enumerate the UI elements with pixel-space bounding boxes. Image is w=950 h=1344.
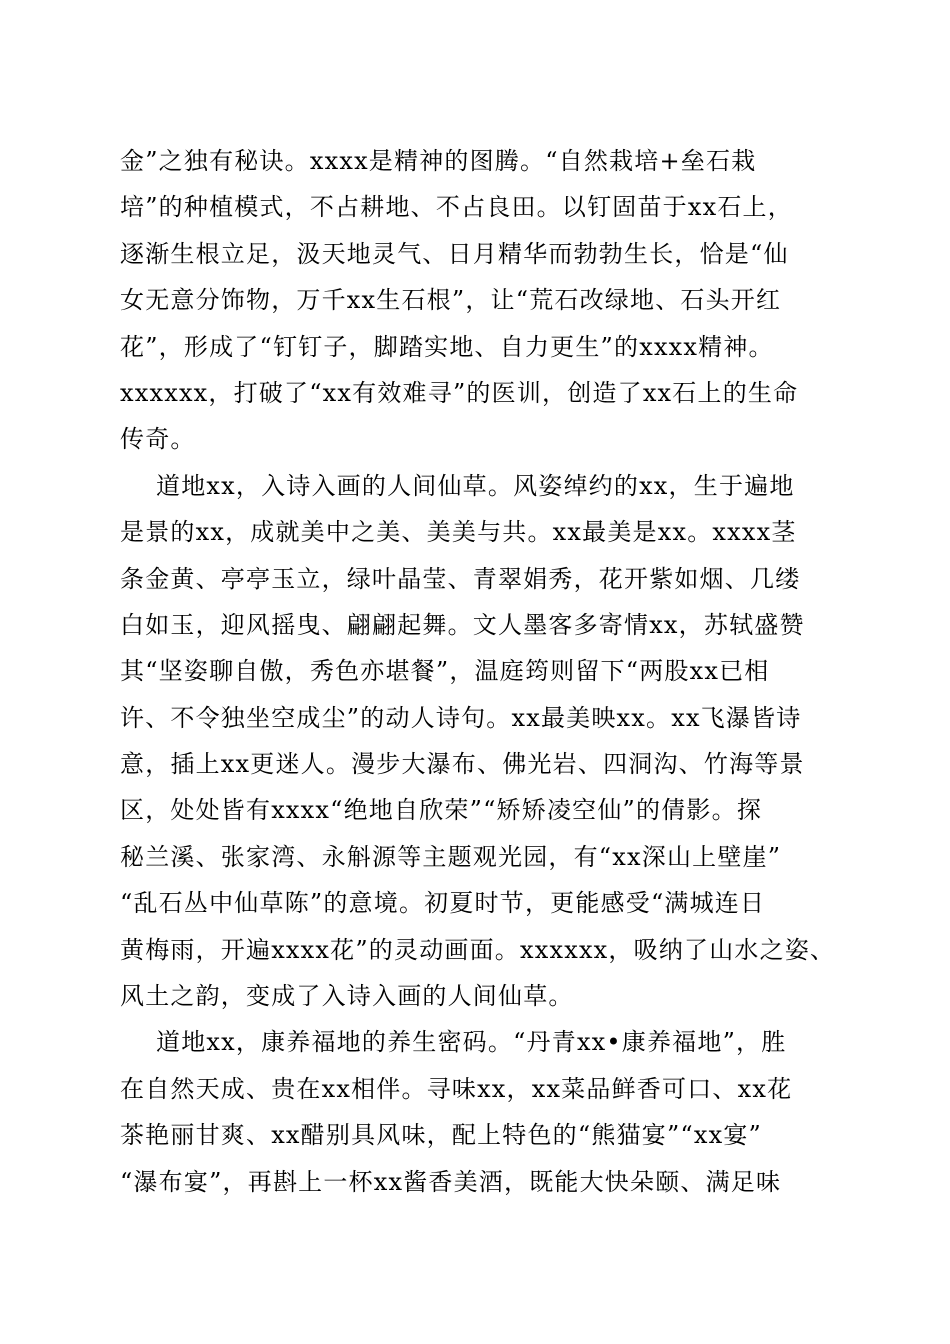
text-line: 培”的种植模式，不占耕地、不占良田。以钉固苗于xx石上， (120, 193, 793, 222)
text-line: 在自然天成、贵在xx相伴。寻味xx，xx菜品鲜香可口、xx花 (120, 1074, 793, 1103)
text-line: 黄梅雨，开遍xxxx花”的灵动画面。xxxxxx，吸纳了山水之姿、 (120, 935, 836, 964)
paragraph-3 (120, 1019, 832, 1205)
document-body (120, 138, 836, 1205)
text-line: 花”，形成了“钉钉子，脚踏实地、自力更生”的xxxx精神。 (120, 332, 774, 361)
text-line: 金”之独有秘诀。xxxx是精神的图腾。“自然栽培+垒石栽 (120, 147, 757, 175)
text-line: 白如玉，迎风摇曳、翩翩起舞。文人墨客多寄情xx，苏轼盛赞 (120, 610, 805, 639)
text-line: 逐渐生根立足，汲天地灵气、日月精华而勃勃生长，恰是“仙 (120, 239, 789, 268)
text-line: 秘兰溪、张家湾、永斛源等主题观光园，有“xx深山上壁崖” (120, 842, 782, 871)
text-line: 风土之韵，变成了入诗入画的人间仙草。 (120, 982, 574, 1011)
text-line: “乱石丛中仙草陈”的意境。初夏时节，更能感受“满城连日 (120, 889, 766, 918)
paragraph-2 (120, 463, 836, 1020)
text-line: 茶艳丽甘爽、xx醋别具风味，配上特色的“熊猫宴”“xx宴” (120, 1121, 763, 1150)
text-line: 传奇。 (120, 425, 196, 454)
text-line: “瀑布宴”，再斟上一杯xx酱香美酒，既能大快朵颐、满足味 (120, 1167, 782, 1196)
text-line: 区，处处皆有xxxx“绝地自欣荣”“矫矫凌空仙”的倩影。探 (120, 796, 763, 825)
text-line: 许、不令独坐空成尘”的动人诗句。xx最美映xx。xx飞瀑皆诗 (120, 703, 802, 732)
text-line: xxxxxx，打破了“xx有效难寻”的医训，创造了xx石上的生命 (120, 378, 799, 407)
text-line: 意，插上xx更迷人。漫步大瀑布、佛光岩、四洞沟、竹海等景 (120, 750, 805, 779)
text-line: 道地xx，入诗入画的人间仙草。风姿绰约的xx，生于遍地 (156, 471, 795, 500)
text-line: 是景的xx，成就美中之美、美美与共。xx最美是xx。xxxx茎 (120, 518, 797, 547)
text-line: 道地xx，康养福地的养生密码。“丹青xx•康养福地”，胜 (156, 1028, 787, 1057)
text-line: 女无意分饰物，万千xx生石根”，让“荒石改绿地、石头开红 (120, 286, 782, 315)
paragraph-1 (120, 138, 832, 463)
text-line: 其“坚姿聊自傲，秀色亦堪餐”，温庭筠则留下“两股xx已相 (120, 657, 770, 686)
text-line: 条金黄、亭亭玉立，绿叶晶莹、青翠娟秀，花开紫如烟、几缕 (120, 564, 801, 593)
